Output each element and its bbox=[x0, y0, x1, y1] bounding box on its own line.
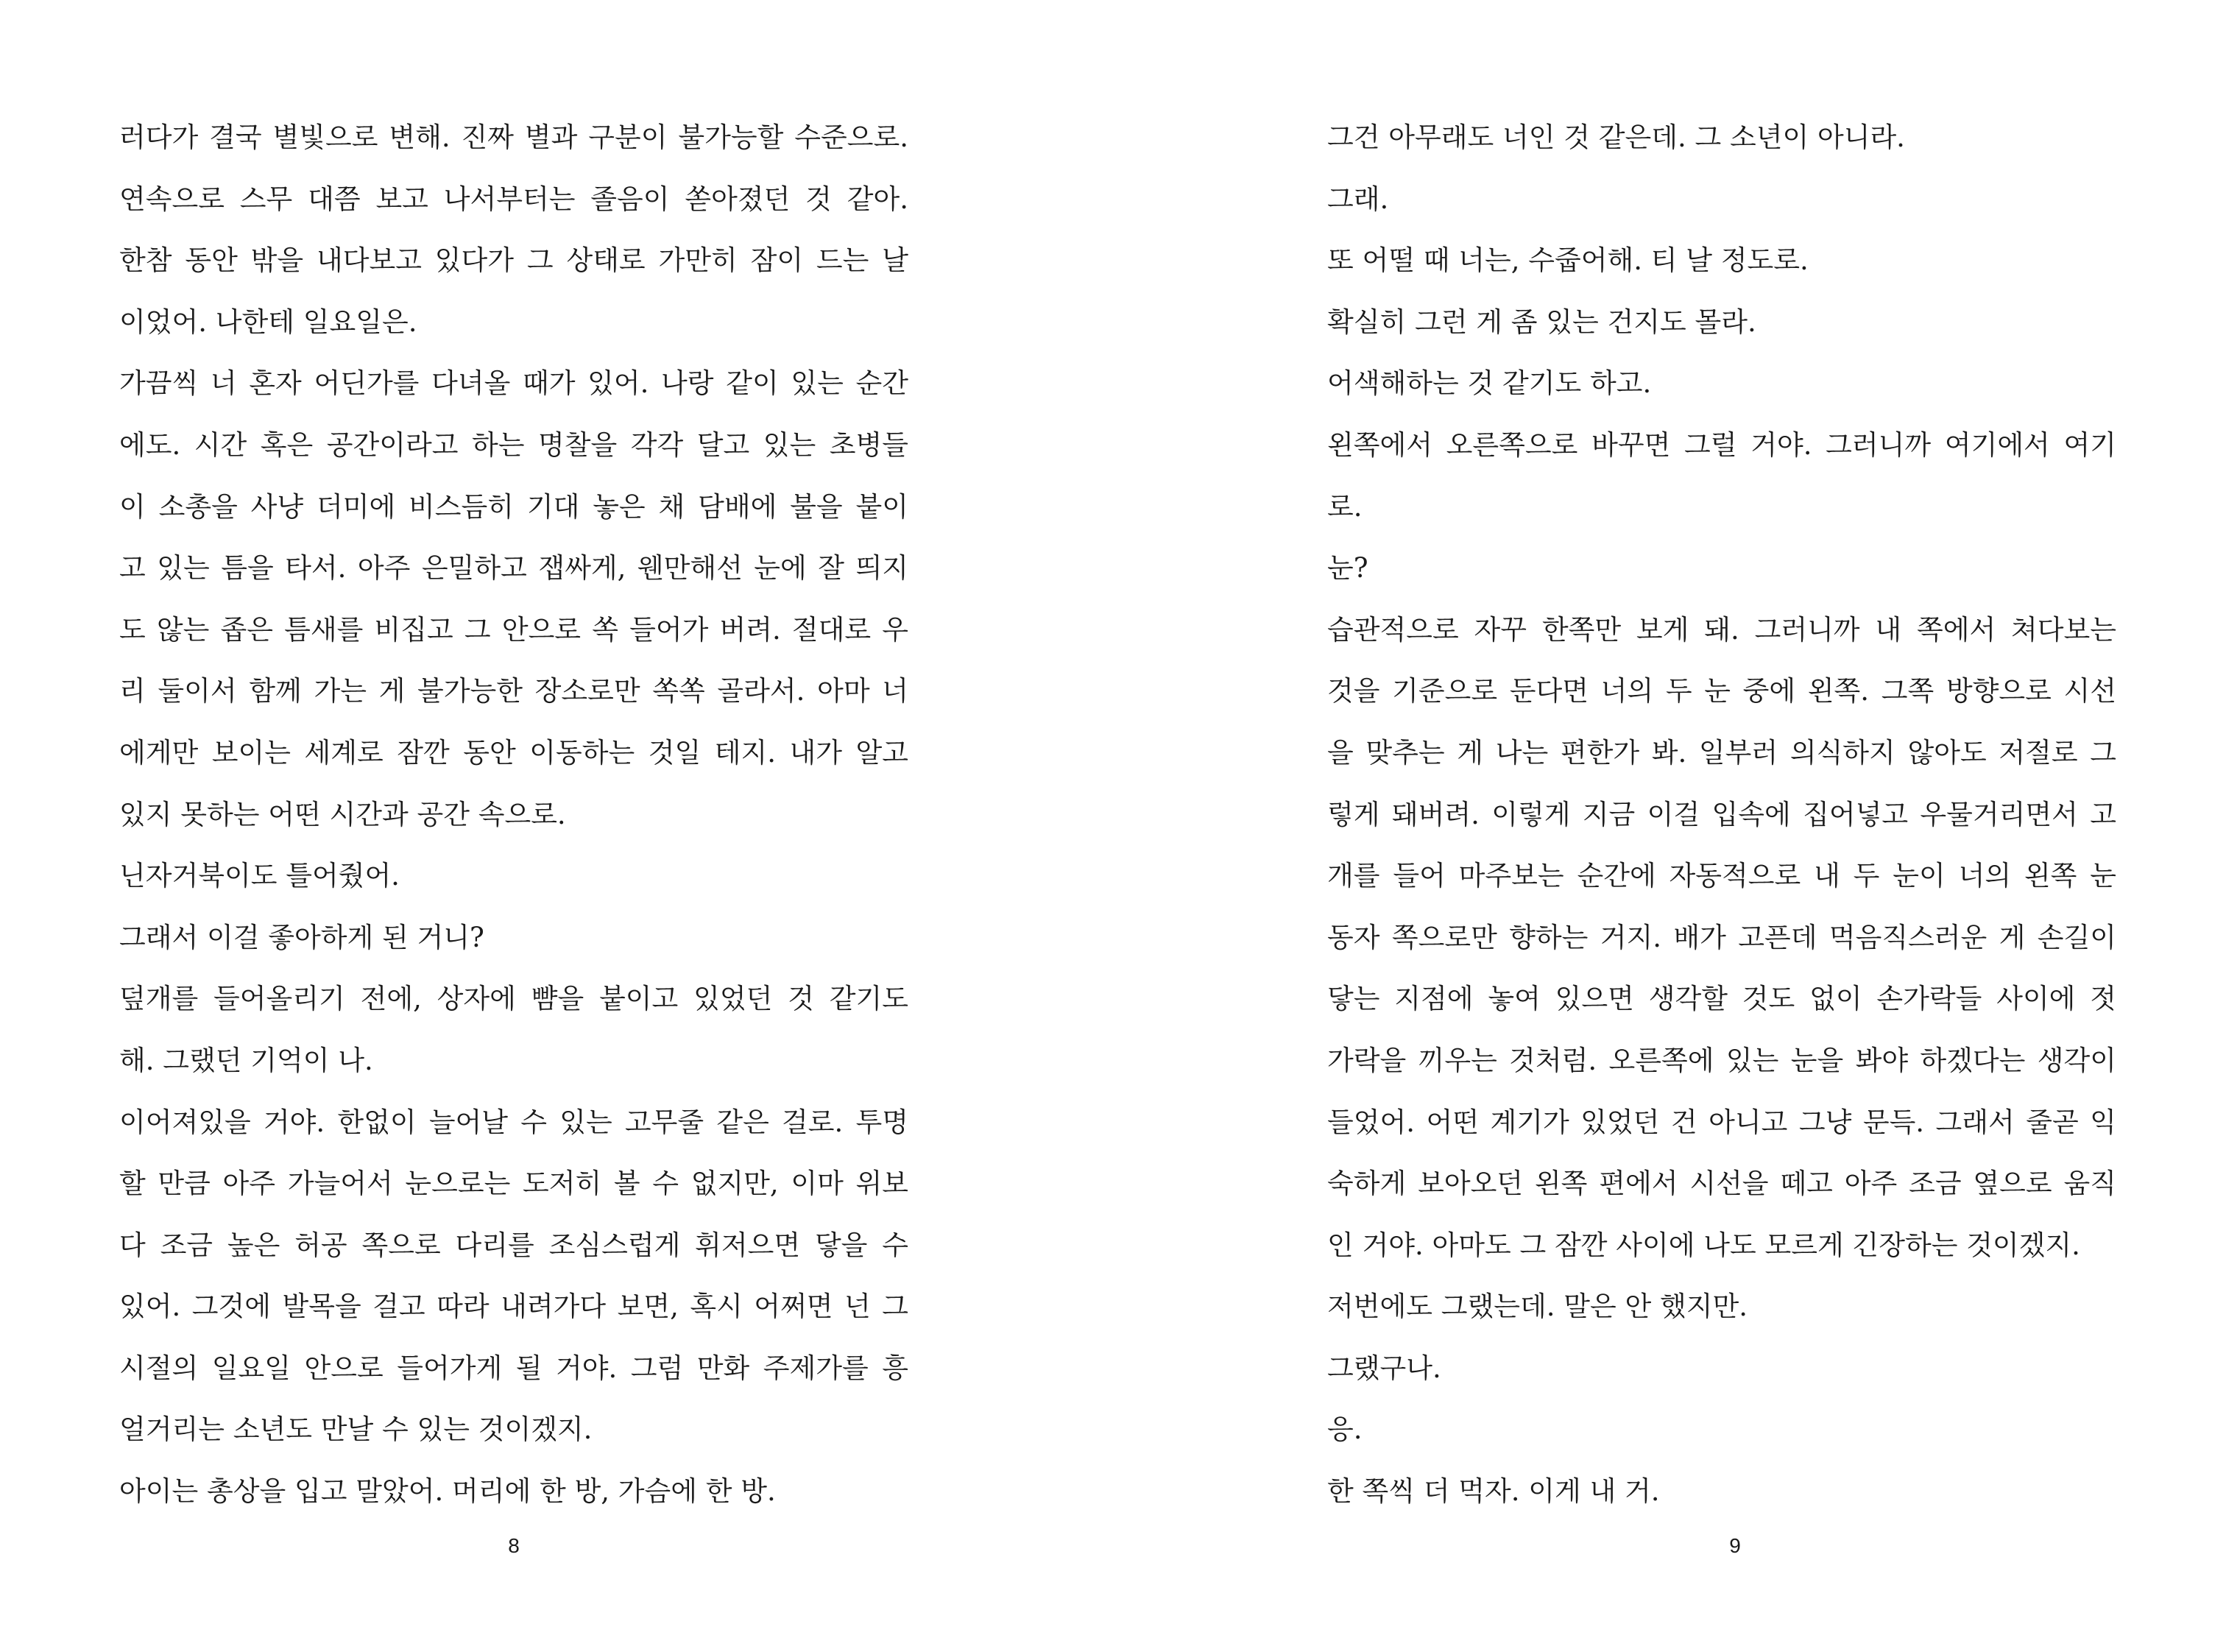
text-line: 개를 들어 마주보는 순간에 자동적으로 내 두 눈이 너의 왼쪽 눈 bbox=[1327, 860, 2116, 892]
right-page-text bbox=[1327, 107, 2116, 1522]
text-line: 시절의 일요일 안으로 들어가게 될 거야. 그럼 만화 주제가를 흥 bbox=[119, 1352, 908, 1384]
text-line: 렇게 돼버려. 이렇게 지금 이걸 입속에 집어넣고 우물거리면서 고 bbox=[1327, 798, 2116, 830]
left-page-number: 8 bbox=[508, 1534, 520, 1557]
text-line: 인 거야. 아마도 그 잠깐 사이에 나도 모르게 긴장하는 것이겠지. bbox=[1327, 1229, 2080, 1261]
text-line: 가락을 끼우는 것처럼. 오른쪽에 있는 눈을 봐야 하겠다는 생각이 bbox=[1327, 1044, 2116, 1076]
text-line: 할 만큼 아주 가늘어서 눈으로는 도저히 볼 수 없지만, 이마 위보 bbox=[119, 1168, 908, 1200]
right-page bbox=[1113, 0, 2226, 1652]
text-line: 리 둘이서 함께 가는 게 불가능한 장소로만 쏙쏙 골라서. 아마 너 bbox=[119, 675, 908, 707]
text-line: 연속으로 스무 대쯤 보고 나서부터는 졸음이 쏟아졌던 것 같아. bbox=[119, 183, 908, 215]
text-line: 고 있는 틈을 타서. 아주 은밀하고 잽싸게, 웬만해선 눈에 잘 띄지 bbox=[119, 552, 908, 585]
text-line: 을 맞추는 게 나는 편한가 봐. 일부러 의식하지 않아도 저절로 그 bbox=[1327, 736, 2116, 769]
text-line: 들었어. 어떤 계기가 있었던 건 아니고 그냥 문득. 그래서 줄곧 익 bbox=[1327, 1106, 2116, 1138]
text-line: 어색해하는 것 같기도 하고. bbox=[1327, 367, 1652, 400]
text-line: 가끔씩 너 혼자 어딘가를 다녀올 때가 있어. 나랑 같이 있는 순간 bbox=[119, 367, 908, 400]
text-line: 해. 그랬던 기억이 나. bbox=[119, 1044, 373, 1076]
right-page-number: 9 bbox=[1729, 1534, 1741, 1557]
text-line: 눈? bbox=[1327, 552, 1368, 585]
text-line: 확실히 그런 게 좀 있는 건지도 몰라. bbox=[1327, 306, 1756, 338]
text-line: 닿는 지점에 놓여 있으면 생각할 것도 없이 손가락들 사이에 젓 bbox=[1327, 983, 2116, 1015]
text-line: 이 소총을 사냥 더미에 비스듬히 기대 놓은 채 담배에 불을 붙이 bbox=[119, 490, 908, 523]
text-line: 응. bbox=[1327, 1413, 1363, 1446]
text-line: 있지 못하는 어떤 시간과 공간 속으로. bbox=[119, 798, 566, 830]
text-line: 로. bbox=[1327, 490, 1363, 523]
text-line: 도 않는 좁은 틈새를 비집고 그 안으로 쏙 들어가 버려. 절대로 우 bbox=[119, 613, 908, 646]
text-line: 있어. 그것에 발목을 걸고 따라 내려가다 보면, 혹시 어쩌면 넌 그 bbox=[119, 1291, 908, 1323]
text-line: 저번에도 그랬는데. 말은 안 했지만. bbox=[1327, 1291, 1748, 1323]
text-line: 에게만 보이는 세계로 잠깐 동안 이동하는 것일 테지. 내가 알고 bbox=[119, 736, 908, 769]
text-line: 습관적으로 자꾸 한쪽만 보게 돼. 그러니까 내 쪽에서 쳐다보는 bbox=[1327, 613, 2116, 646]
text-line: 이었어. 나한테 일요일은. bbox=[119, 306, 417, 338]
text-line: 왼쪽에서 오른쪽으로 바꾸면 그럴 거야. 그러니까 여기에서 여기 bbox=[1327, 428, 2116, 461]
text-line: 닌자거북이도 틀어줬어. bbox=[119, 860, 400, 892]
text-line: 한 쪽씩 더 먹자. 이게 내 거. bbox=[1327, 1475, 1660, 1508]
text-line: 얼거리는 소년도 만날 수 있는 것이겠지. bbox=[119, 1413, 593, 1446]
text-line: 것을 기준으로 둔다면 너의 두 눈 중에 왼쪽. 그쪽 방향으로 시선 bbox=[1327, 675, 2116, 707]
text-line: 한참 동안 밖을 내다보고 있다가 그 상태로 가만히 잠이 드는 날 bbox=[119, 244, 908, 277]
text-line: 그건 아무래도 너인 것 같은데. 그 소년이 아니라. bbox=[1327, 121, 1905, 153]
text-line: 그래서 이걸 좋아하게 된 거니? bbox=[119, 921, 484, 953]
text-line: 다 조금 높은 허공 쪽으로 다리를 조심스럽게 휘저으면 닿을 수 bbox=[119, 1229, 908, 1261]
text-line: 그래. bbox=[1327, 183, 1389, 215]
left-page-text bbox=[119, 107, 908, 1522]
text-line: 숙하게 보아오던 왼쪽 편에서 시선을 떼고 아주 조금 옆으로 움직 bbox=[1327, 1168, 2116, 1200]
text-line: 아이는 총상을 입고 말았어. 머리에 한 방, 가슴에 한 방. bbox=[119, 1475, 776, 1508]
text-line: 그랬구나. bbox=[1327, 1352, 1441, 1384]
text-line: 러다가 결국 별빛으로 변해. 진짜 별과 구분이 불가능할 수준으로. bbox=[119, 121, 908, 153]
text-line: 또 어떨 때 너는, 수줍어해. 티 날 정도로. bbox=[1327, 244, 1809, 277]
text-line: 동자 쪽으로만 향하는 거지. 배가 고픈데 먹음직스러운 게 손길이 bbox=[1327, 921, 2116, 953]
text-line: 에도. 시간 혹은 공간이라고 하는 명찰을 각각 달고 있는 초병들 bbox=[119, 428, 908, 461]
text-line: 덮개를 들어올리기 전에, 상자에 뺨을 붙이고 있었던 것 같기도 bbox=[119, 983, 908, 1015]
text-line: 이어져있을 거야. 한없이 늘어날 수 있는 고무줄 같은 걸로. 투명 bbox=[119, 1106, 908, 1138]
